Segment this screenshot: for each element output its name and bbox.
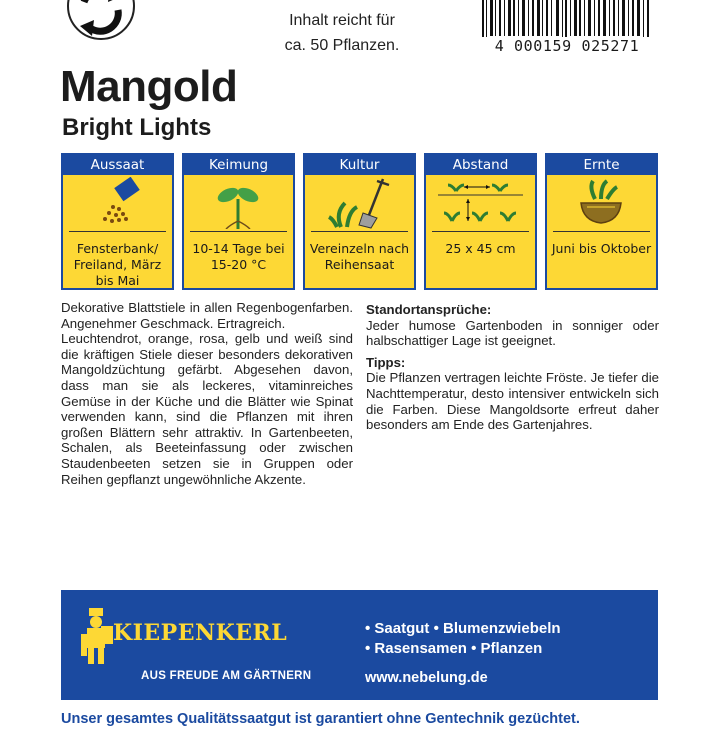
content-amount-line2: ca. 50 Pflanzen. bbox=[284, 37, 400, 54]
barcode bbox=[478, 0, 656, 58]
info-box-kultur bbox=[303, 153, 416, 290]
location-heading: Standortansprüche: bbox=[366, 302, 492, 317]
info-box-header: Abstand bbox=[426, 155, 535, 175]
kiepenkerl-mascot-icon bbox=[79, 606, 117, 666]
spade-icon bbox=[311, 175, 408, 232]
seedling-icon bbox=[190, 175, 287, 232]
content-amount-line1: Inhalt reicht für bbox=[289, 12, 395, 29]
product-range-line2: • Rasensamen • Pflanzen bbox=[365, 640, 543, 657]
website-url[interactable]: www.nebelung.de bbox=[365, 670, 488, 686]
info-box-abstand bbox=[424, 153, 537, 290]
info-box-keimung bbox=[182, 153, 295, 290]
info-box-header: Keimung bbox=[184, 155, 293, 175]
info-box-header: Ernte bbox=[547, 155, 656, 175]
info-box-text: 25 x 45 cm bbox=[445, 241, 516, 256]
barcode-bars-icon bbox=[478, 0, 656, 40]
seed-packet-icon bbox=[69, 175, 166, 232]
gmo-free-note: Unser gesamtes Qualitätssaatgut ist garantiert ohne Gentechnik gezüchtet. bbox=[61, 711, 580, 727]
barcode-number: 4 000159 025271 bbox=[478, 37, 656, 55]
info-box-text: Vereinzeln nach Reihensaat bbox=[309, 241, 410, 272]
info-box-text: Juni bis Oktober bbox=[551, 241, 652, 256]
info-box-ernte bbox=[545, 153, 658, 290]
tips-text: Die Pflanzen vertragen leichte Fröste. Je tiefer die Nachttemperatur, desto intensiver entwickeln sich die Farben. Diese Mangoldsorte erfreut daher besonders am Ende des Gartenjahres. bbox=[366, 370, 659, 433]
brand-name: KIEPENKERL bbox=[113, 620, 288, 646]
harvest-bowl-icon bbox=[553, 175, 650, 232]
brand-slogan: AUS FREUDE AM GÄRTNERN bbox=[141, 670, 312, 682]
info-box-header: Kultur bbox=[305, 155, 414, 175]
recycling-logo bbox=[62, 0, 140, 48]
info-box-header: Aussaat bbox=[63, 155, 172, 175]
product-range-line1: • Saatgut • Blumenzwiebeln bbox=[365, 620, 561, 637]
info-box-aussaat bbox=[61, 153, 174, 290]
product-title: Mangold bbox=[60, 62, 238, 111]
recycling-arrows-icon bbox=[62, 0, 140, 48]
info-box-text: 10-14 Tage bei 15-20 °C bbox=[192, 241, 285, 272]
content-amount-info bbox=[262, 8, 422, 58]
brand-footer bbox=[61, 590, 658, 700]
description-paragraph-1: Dekorative Blattstiele in allen Regenbogenfarben. Angenehmer Geschmack. Ertragreich. bbox=[61, 300, 353, 331]
spacing-icon bbox=[432, 175, 529, 232]
location-text: Jeder humose Gartenboden in sonniger oder halbschattiger Lage ist geeignet. bbox=[366, 317, 659, 349]
product-variety: Bright Lights bbox=[62, 114, 212, 141]
tips-heading: Tipps: bbox=[366, 354, 406, 370]
growing-info-column bbox=[366, 302, 659, 433]
description-column bbox=[61, 300, 353, 487]
info-box-text: Fensterbank/ Freiland, März bis Mai bbox=[73, 241, 162, 288]
description-paragraph-2: Leuchtendrot, orange, rosa, gelb und weiß sind die kräftigen Stiele dieser besonders dekorativen Mangoldzüchtung gefärbt. Abgesehen davon, dass man sie als leckeres, vitaminreiches Gemüse in der Küche und die Blätter wie Spinat verwenden kann, sind die Pflanzen mit ihren großen Blättern sehr attraktiv. In Gartenbeeten, Schalen, als Beeteinfassung oder zwischen Staudenbeeten setzen sie in Gruppen oder Reihen gepflanzt ungewöhnliche Akzente. bbox=[61, 331, 353, 487]
